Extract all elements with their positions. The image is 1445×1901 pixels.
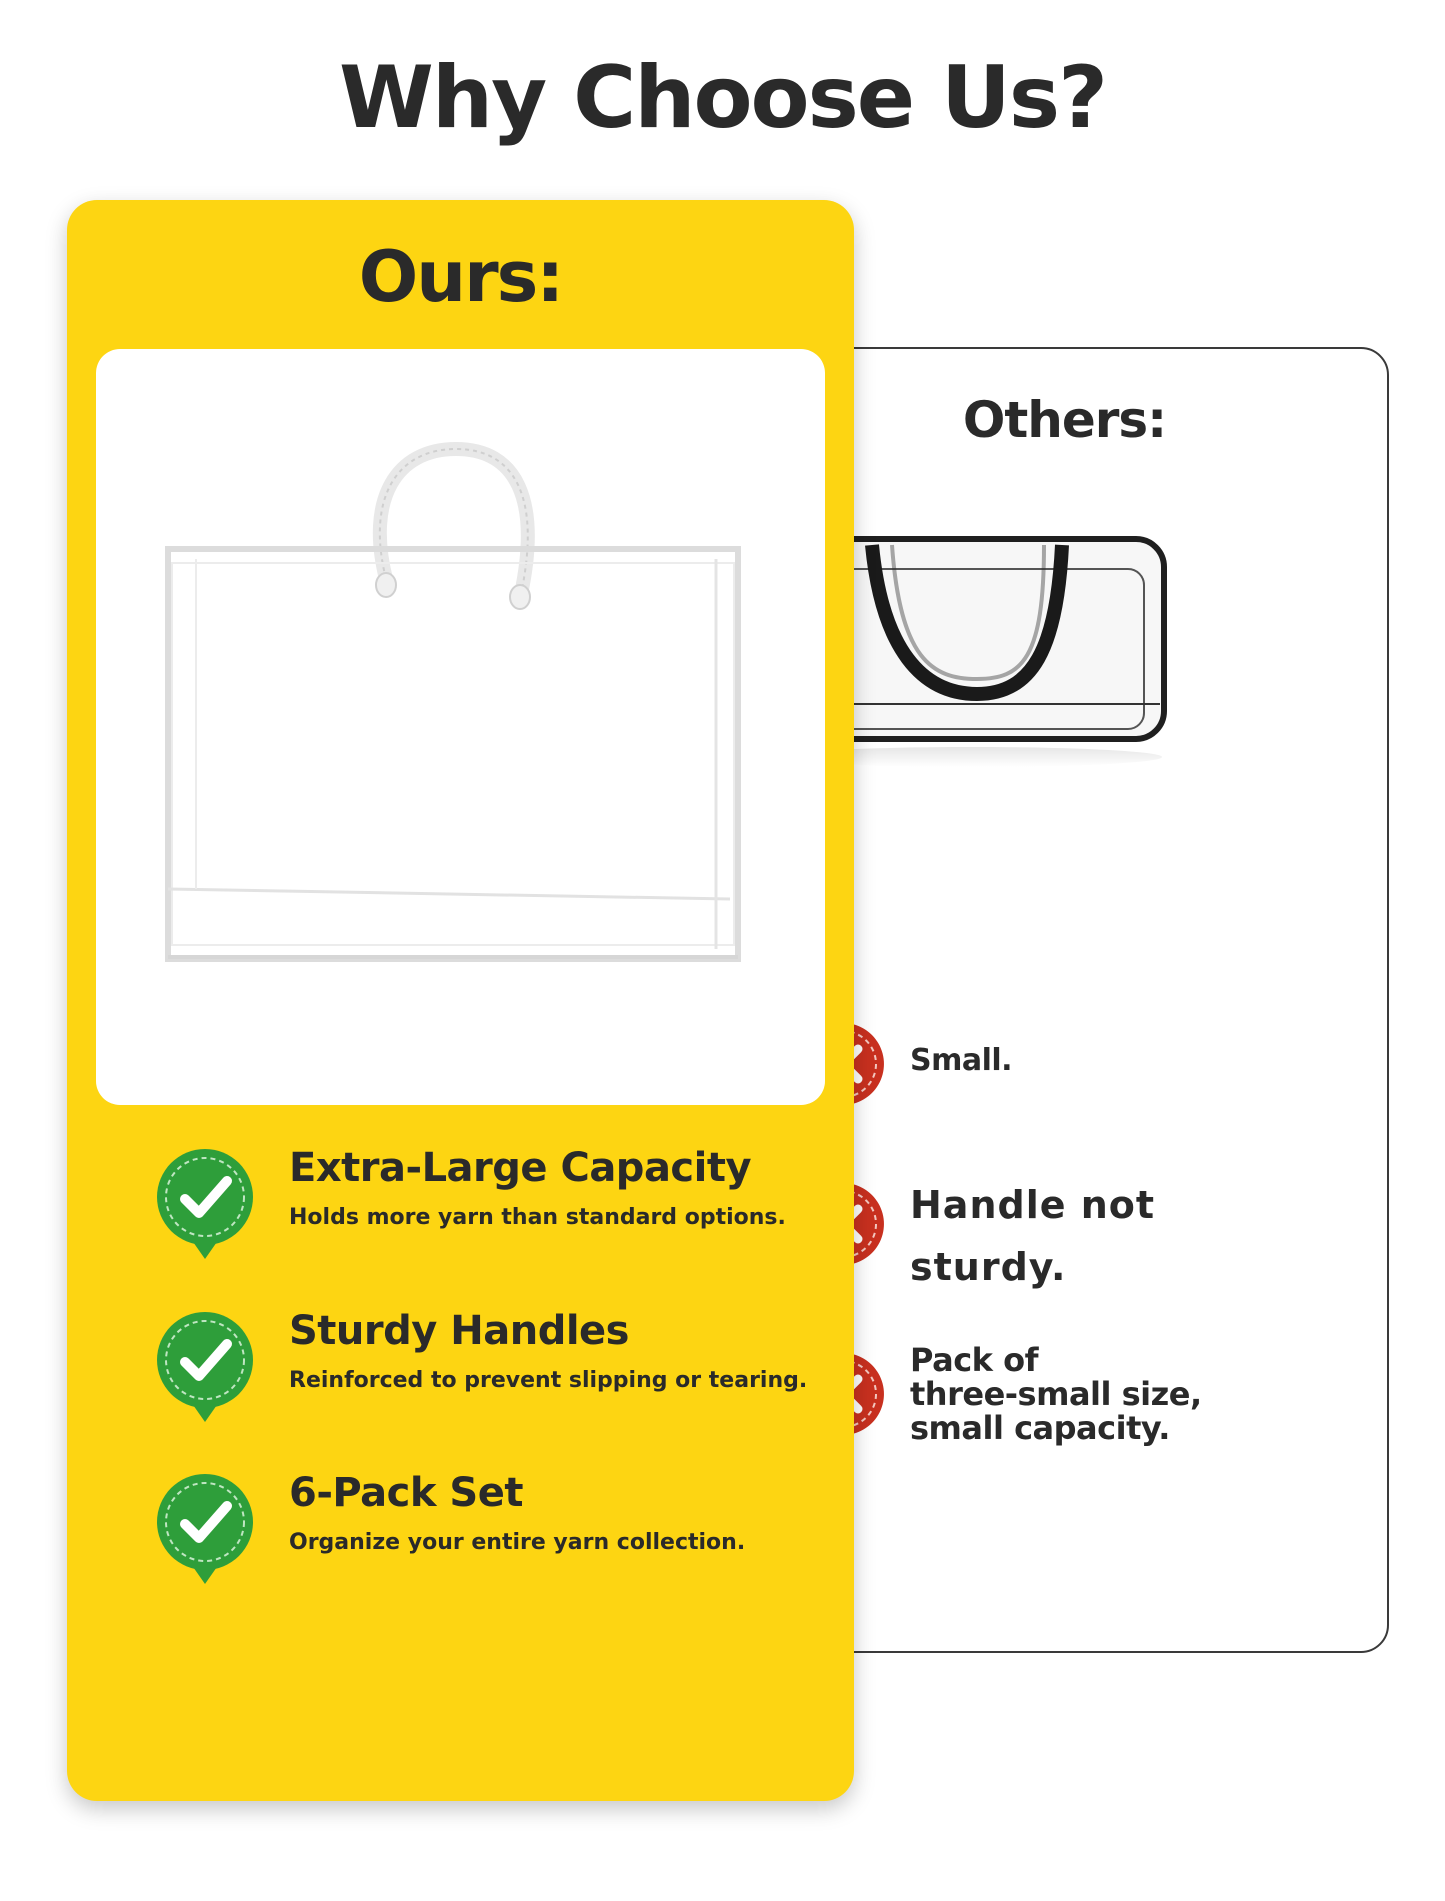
ours-bag-image: [96, 349, 825, 1105]
green-check-icon: [153, 1470, 257, 1590]
con-text-line1: Handle not: [910, 1183, 1156, 1227]
feature-title: 6-Pack Set: [289, 1470, 523, 1516]
feature-item: [153, 1308, 833, 1428]
feature-title: Sturdy Handles: [289, 1308, 629, 1354]
green-check-icon: [153, 1145, 257, 1265]
feature-desc: Organize your entire yarn collection.: [289, 1530, 746, 1555]
green-check-icon: [153, 1308, 257, 1428]
ours-heading: Ours:: [358, 236, 563, 318]
ours-card: [67, 200, 854, 1801]
feature-item: [153, 1145, 833, 1265]
con-text-line2: sturdy.: [910, 1245, 1067, 1289]
con-text-line2: three-small size,: [910, 1375, 1202, 1413]
others-heading: Others:: [962, 391, 1167, 449]
con-text-line1: Pack of: [910, 1341, 1038, 1379]
con-text: Small.: [910, 1043, 1013, 1078]
page-title: Why Choose Us?: [339, 48, 1106, 148]
feature-item: [153, 1470, 833, 1590]
feature-desc: Holds more yarn than standard options.: [289, 1205, 786, 1230]
feature-title: Extra-Large Capacity: [289, 1145, 752, 1191]
feature-desc: Reinforced to prevent slipping or tearing.: [289, 1368, 808, 1393]
con-text-line3: small capacity.: [910, 1409, 1170, 1447]
